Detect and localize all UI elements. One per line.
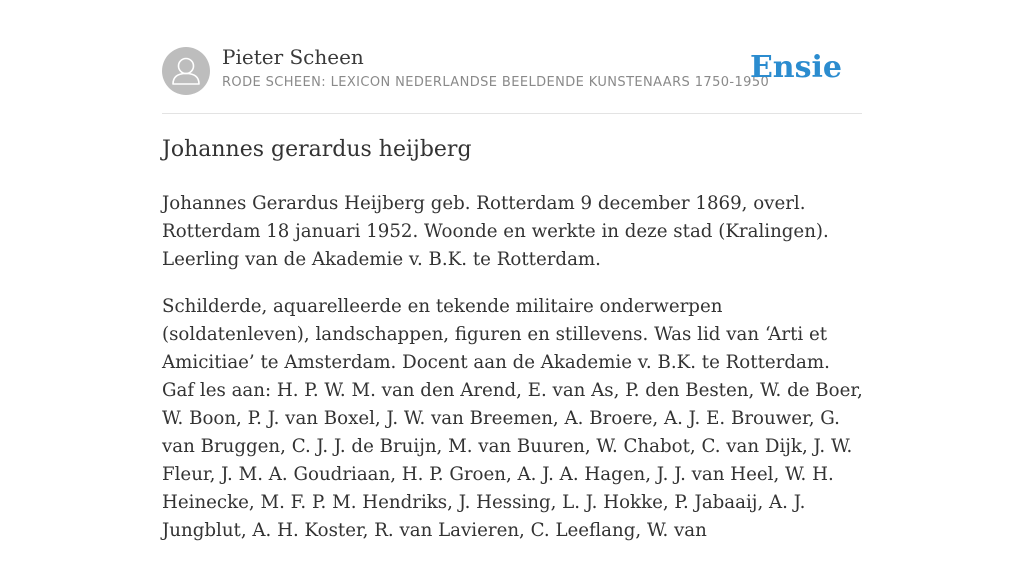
- article-paragraph-2: Schilderde, aquarelleerde en tekende militaire onderwerpen (soldatenleven), landschappen, figuren en stillevens. Was lid van ‘Arti et Amicitiae’ te Amsterdam. Docent aan de Akademie v. B.K. te Rotterdam. Gaf les aan: H. P. W. M. van den Arend, E. van As, P. den Besten, W. de Boer, W. Boon, P. J. van Boxel, J. W. van Breemen, A. Broere, A. J. E. Brouwer, G. van Bruggen, C. J. J. de Bruijn, M. van Buuren, W. Chabot, C. van Dijk, J. W. Fleur, J. M. A. Goudriaan, H. P. Groen, A. J. A. Hagen, J. J. van Heel, W. H. Heinecke, M. F. P. M. Hendriks, J. Hessing, L. J. Hokke, P. Jabaaij, A. J. Jungblut, A. H. Koster, R. van Lavieren, C. Leeflang, W. van: [162, 296, 863, 541]
- article-body: [162, 190, 866, 564]
- author-source: RODE SCHEEN: LEXICON NEDERLANDSE BEELDENDE KUNSTENAARS 1750-1950: [222, 75, 770, 90]
- user-silhouette-icon: [162, 47, 210, 95]
- brand-logo[interactable]: Ensie: [749, 50, 842, 85]
- article-title: Johannes gerardus heijberg: [162, 137, 472, 162]
- article-paragraph-1: Johannes Gerardus Heijberg geb. Rotterdam 9 december 1869, overl. Rotterdam 18 januari 1952. Woonde en werkte in deze stad (Kralingen). Leerling van de Akademie v. B.K. te Rotterdam.: [162, 193, 829, 270]
- author-avatar[interactable]: [162, 47, 210, 95]
- author-name[interactable]: Pieter Scheen: [222, 45, 364, 69]
- article-header: [162, 40, 862, 114]
